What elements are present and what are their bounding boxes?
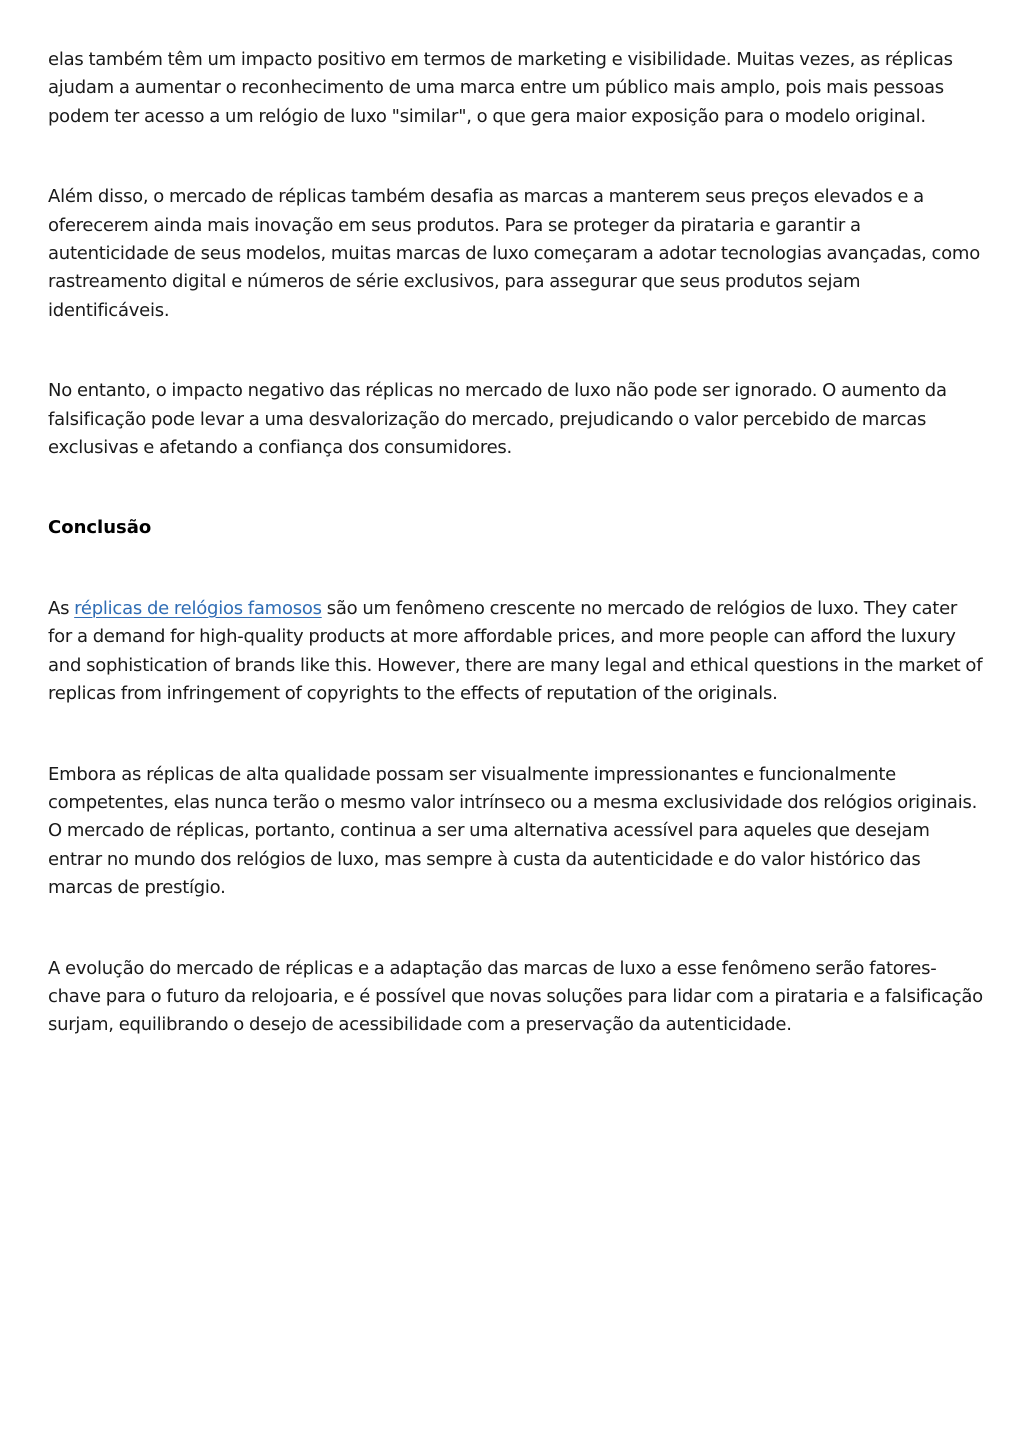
paragraph-text-after-link: são um fenômeno crescente no mercado de relógios de luxo. They cater for a demand for high-quality products at more affordable prices, and more people can afford the luxury and sophistication of brands like this. However, there are many legal and ethical questions in the market of replicas from infringement of copyrights to the effects of reputation of the originals.: [48, 597, 983, 705]
paragraph-gap: [48, 325, 984, 377]
paragraph-negative-impact: No entanto, o impacto negativo das réplicas no mercado de luxo não pode ser ignorado. O aumento da falsificação pode levar a uma desvalorização do mercado, prejudicando o valor percebido de marcas exclusivas e afetando a confiança dos consumidores.: [48, 380, 947, 459]
paragraph-quality: Embora as réplicas de alta qualidade possam ser visualmente impressionantes e funcionalmente competentes, elas nunca terão o mesmo valor intrínseco ou a mesma exclusividade dos relógios originais. O mercado de réplicas, portanto, continua a ser uma alternativa acessível para aqueles que desejam entrar no mundo dos relógios de luxo, mas sempre à custa da autenticidade e do valor histórico das marcas de prestígio.: [48, 763, 978, 899]
paragraph-gap: [48, 543, 984, 595]
paragraph-gap: [48, 709, 984, 761]
document-page: [48, 46, 984, 1040]
paragraph-evolution: A evolução do mercado de réplicas e a adaptação das marcas de luxo a esse fenômeno serão fatores-chave para o futuro da relojoaria, e é possível que novas soluções para lidar com a pirataria e a falsificação surjam, equilibrando o desejo de acessibilidade com a preservação da autenticidade.: [48, 957, 983, 1036]
paragraph-gap: [48, 903, 984, 955]
replicas-link[interactable]: réplicas de relógios famosos: [74, 597, 322, 619]
conclusion-heading: Conclusão: [48, 517, 152, 539]
paragraph-conclusion-intro: [48, 595, 984, 709]
paragraph-innovation: Além disso, o mercado de réplicas também desafia as marcas a manterem seus preços elevados e a oferecerem ainda mais inovação em seus produtos. Para se proteger da pirataria e garantir a autenticidade de seus modelos, muitas marcas de luxo começaram a adotar tecnologias avançadas, como rastreamento digital e números de série exclusivos, para assegurar que seus produtos sejam identificáveis.: [48, 186, 980, 321]
paragraph-gap: [48, 462, 984, 514]
paragraph-text-before-link: As: [48, 597, 75, 619]
paragraph-gap: [48, 131, 984, 183]
paragraph-marketing: elas também têm um impacto positivo em termos de marketing e visibilidade. Muitas vezes, as réplicas ajudam a aumentar o reconhecimento de uma marca entre um público mais amplo, pois mais pessoas podem ter acesso a um relógio de luxo "similar", o que gera maior exposição para o modelo original.: [48, 49, 953, 127]
